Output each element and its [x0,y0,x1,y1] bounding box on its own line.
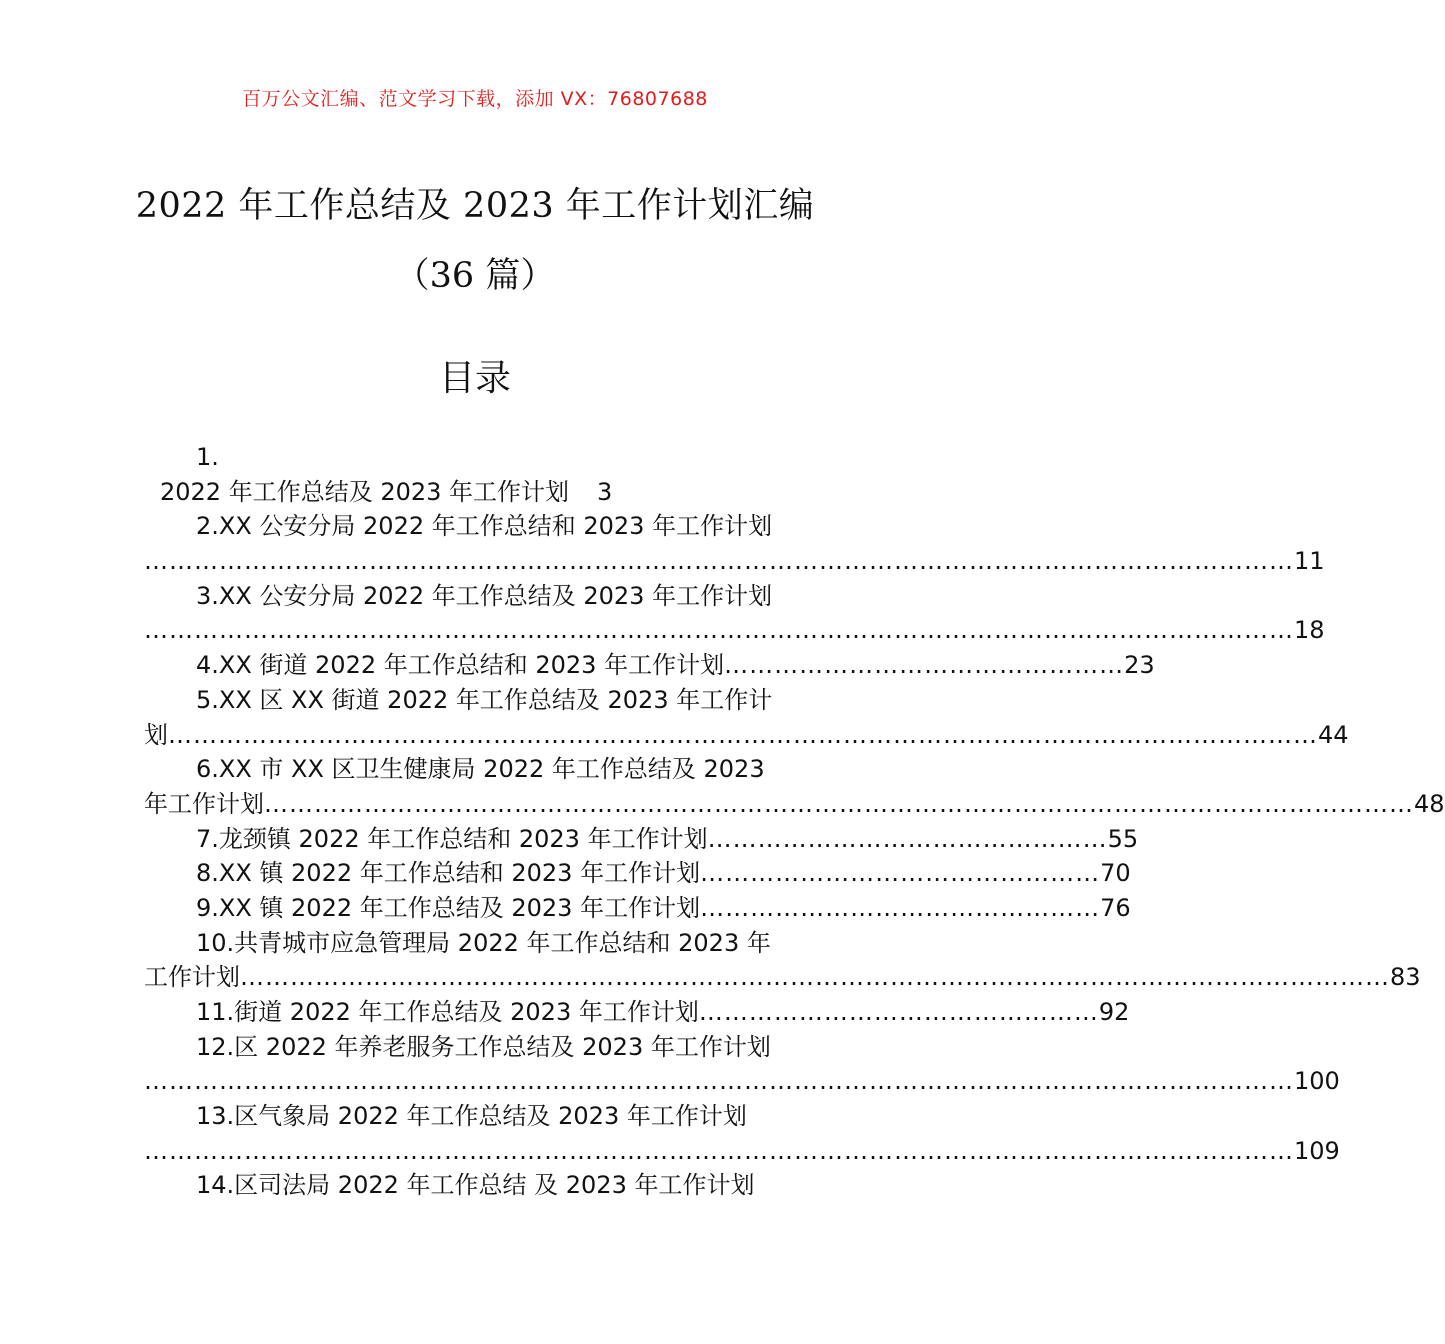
toc-entry-page: 3 [597,477,613,506]
toc-entry-page: 55 [1107,824,1139,853]
toc-entry-5[interactable]: 5.XX 区 XX 街道 2022 年工作总结及 2023 年工作计 [196,685,773,714]
dot-leader: ………………………………………………………………………………………………………………………… [144,547,1294,576]
toc-entry-9[interactable] [144,891,1131,926]
toc-entry-page: 11 [1294,547,1325,576]
toc-entry-7[interactable] [144,822,1139,857]
toc-entry-title: 9.XX 镇 2022 年工作总结及 2023 年工作计划 [196,893,701,922]
toc-entry-1-number[interactable]: 1. [196,443,219,471]
toc-entry-1[interactable] [144,475,806,510]
toc-entry-12-leader [144,1064,1340,1099]
toc-entry-title: 2022 年工作总结及 2023 年工作计划 [160,477,570,506]
header-note: 百万公文汇编、范文学习下载，添加 VX：76807688 [242,88,708,110]
dot-leader: ………………………………………… [707,824,1108,853]
toc-entry-title: 11.街道 2022 年工作总结及 2023 年工作计划 [196,998,699,1026]
document-title: 2022 年工作总结及 2023 年工作计划汇编 [135,186,815,226]
toc-entry-title-cont: 工作计划 [144,963,240,992]
toc-entry-title: 8.XX 镇 2022 年工作总结和 2023 年工作计划 [196,859,701,888]
dot-leader: ………………………………………… [700,893,1101,922]
dot-leader: ………………………………………………………………………………………………………………………… [144,1067,1294,1096]
toc-entry-page: 70 [1100,859,1131,888]
toc-entry-title-cont: 划 [144,720,168,749]
toc-entry-page: 92 [1098,998,1130,1026]
toc-entry-11[interactable] [144,995,1130,1030]
dot-leader: ………………………………………………………………………………………………………………………… [144,616,1294,645]
toc-entry-10-cont [144,960,1421,995]
toc-entry-page: 109 [1294,1136,1340,1165]
toc-heading: 目录 [438,358,511,399]
document-subtitle: （36 篇） [394,256,556,296]
toc-entry-14[interactable]: 14.区司法局 2022 年工作总结 及 2023 年工作计划 [196,1171,755,1200]
toc-entry-title: 4.XX 街道 2022 年工作总结和 2023 年工作计划 [196,651,725,680]
table-of-contents [144,440,1445,1203]
toc-entry-title-cont: 年工作计划 [144,789,264,818]
toc-entry-3-leader [144,613,1325,648]
toc-entry-8[interactable] [144,856,1131,891]
toc-entry-10[interactable]: 10.共青城市应急管理局 2022 年工作总结和 2023 年 [196,928,771,957]
dot-leader: ………………………………………… [700,859,1101,888]
toc-entry-13-leader [144,1134,1340,1169]
toc-entry-page: 23 [1124,651,1155,680]
toc-entry-page: 76 [1100,893,1131,922]
toc-entry-3[interactable]: 3.XX 公安分局 2022 年工作总结及 2023 年工作计划 [196,581,773,610]
toc-entry-5-cont [144,718,1349,753]
toc-entry-page: 100 [1294,1067,1340,1096]
toc-entry-12[interactable]: 12.区 2022 年养老服务工作总结及 2023 年工作计划 [196,1032,771,1061]
dot-leader: ………………………………………… [698,998,1099,1026]
dot-leader: ………………………………………………………………………………………………………………………… [144,1136,1294,1165]
toc-entry-page: 83 [1390,963,1421,992]
toc-entry-13[interactable]: 13.区气象局 2022 年工作总结及 2023 年工作计划 [196,1102,747,1131]
toc-entry-2[interactable]: 2.XX 公安分局 2022 年工作总结和 2023 年工作计划 [196,512,773,541]
toc-entry-page: 18 [1294,616,1325,645]
toc-entry-title: 7.龙颈镇 2022 年工作总结和 2023 年工作计划 [196,824,708,853]
dot-leader: ………………………………………………………………………………………………………………………… [264,789,1414,818]
toc-entry-6-cont [144,787,1445,822]
dot-leader: ………………………………………………………………………………………………………………………… [240,963,1390,992]
toc-entry-page: 48 [1414,789,1445,818]
dot-leader: ………………………………………………………………………………………………………………………… [168,720,1318,749]
toc-entry-2-leader [144,544,1325,579]
toc-entry-page: 44 [1318,720,1349,749]
toc-entry-4[interactable] [144,648,1155,683]
toc-entry-6[interactable]: 6.XX 市 XX 区卫生健康局 2022 年工作总结及 2023 [196,755,765,784]
dot-leader: ………………………………………… [724,651,1125,680]
